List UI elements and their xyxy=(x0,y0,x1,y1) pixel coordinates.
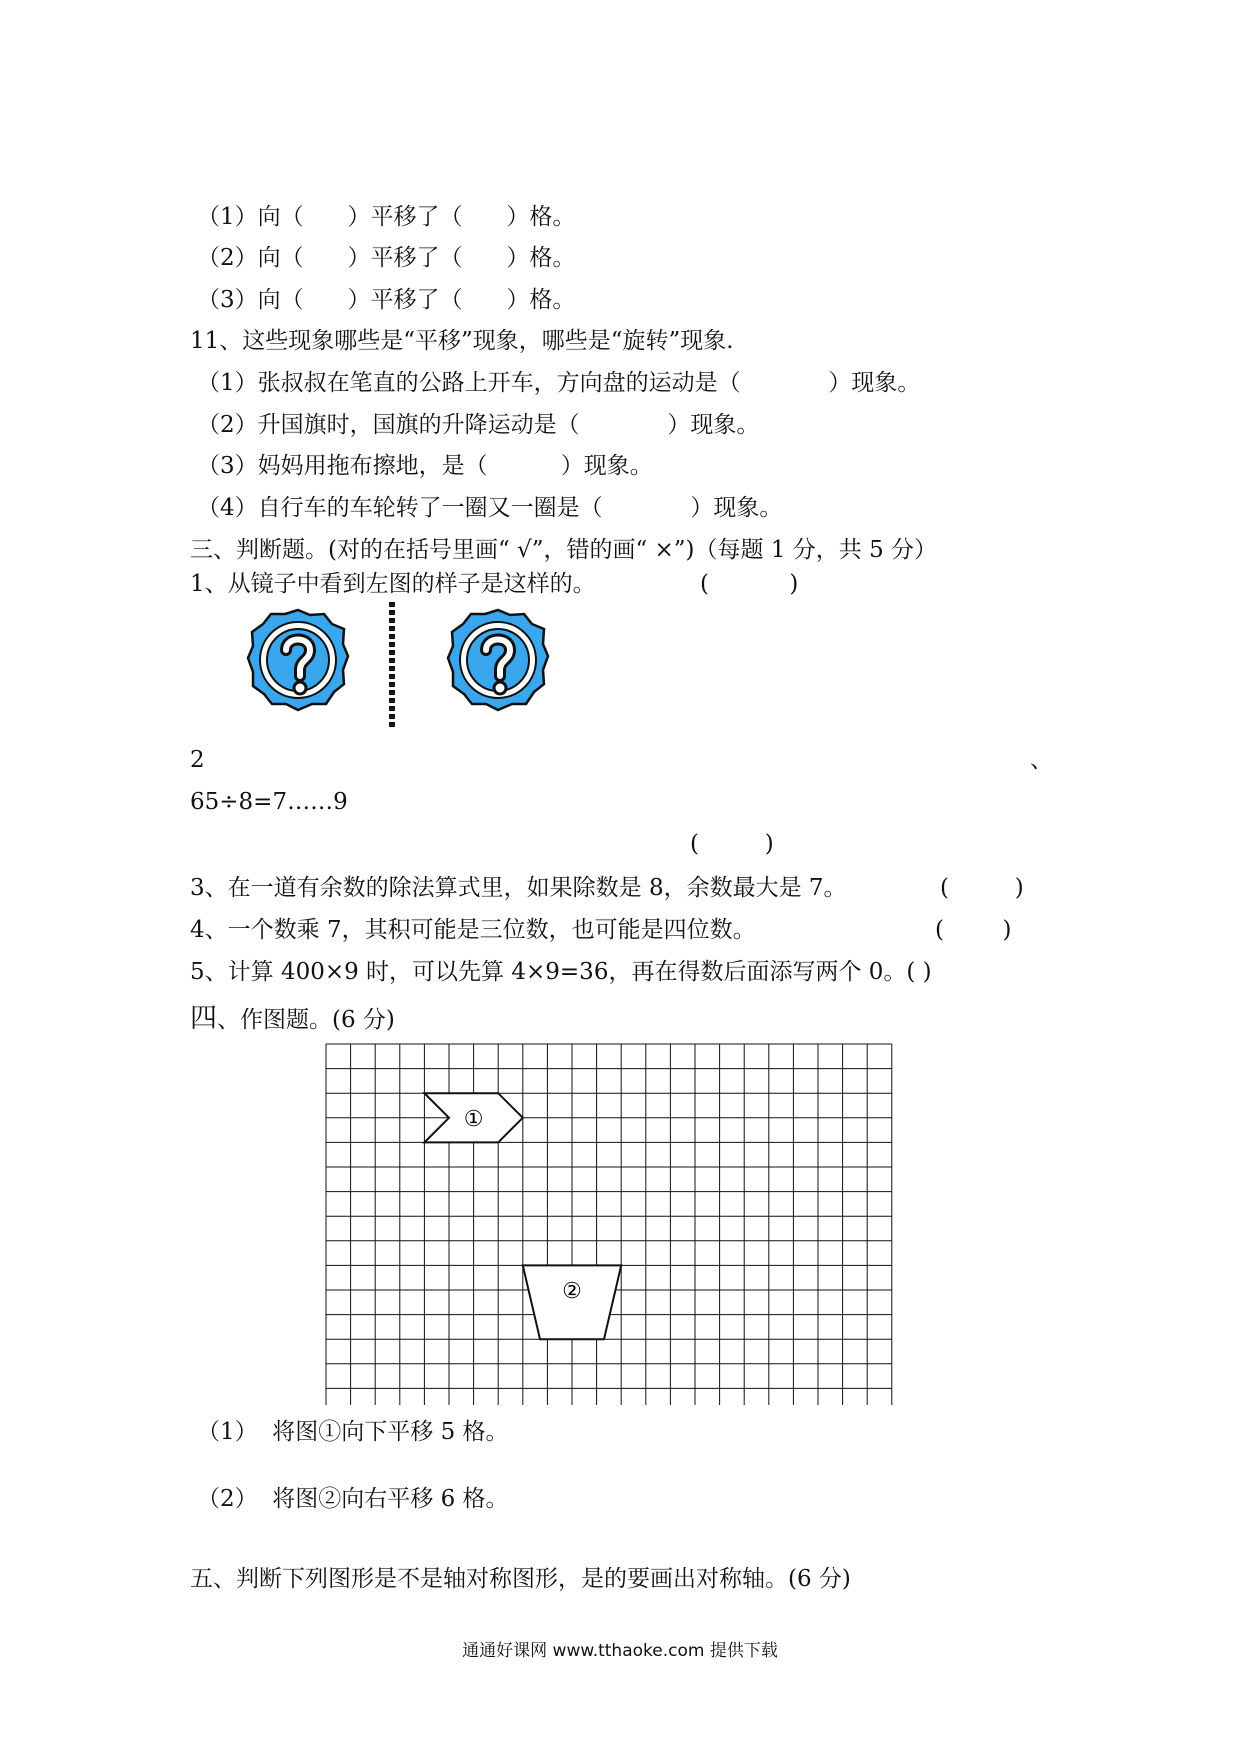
shape-1-label: ① xyxy=(463,1106,484,1132)
judge-q3-paren: ( ) xyxy=(940,875,1024,901)
judge-q4-paren: ( ) xyxy=(935,917,1012,943)
section4-title xyxy=(190,1004,395,1035)
q11-item-3: （3）妈妈用拖布擦地，是（ ）现象。 xyxy=(197,453,653,479)
q10-item-1: （1）向（ ）平移了（ ）格。 xyxy=(197,204,576,230)
question-mark-icon-left xyxy=(248,610,348,710)
draw-task-2: （2） 将图②向右平移 6 格。 xyxy=(197,1486,509,1512)
draw-task-1: （1） 将图①向下平移 5 格。 xyxy=(197,1419,509,1445)
q11-item-1: （1）张叔叔在笔直的公路上开车，方向盘的运动是（ ）现象。 xyxy=(197,370,921,396)
grid-lines xyxy=(326,1044,892,1405)
judge-q2-text: 65÷8=7……9 xyxy=(190,789,348,815)
q10-item-2: （2）向（ ）平移了（ ）格。 xyxy=(197,245,576,271)
judge-q1: 1、从镜子中看到左图的样子是这样的。 xyxy=(190,571,596,597)
q10-item-3: （3）向（ ）平移了（ ）格。 xyxy=(197,287,576,313)
section4-title-big: 四 xyxy=(190,1003,217,1034)
judge-q1-paren: ( ) xyxy=(700,571,799,597)
judge-q5: 5、计算 400×9 时，可以先算 4×9=36，再在得数后面添写两个 0。( ) xyxy=(190,959,932,985)
judge-q2-mark: 、 xyxy=(1030,747,1053,773)
drawing-grid xyxy=(325,1043,895,1405)
q11-title: 11、这些现象哪些是“平移”现象，哪些是“旋转”现象. xyxy=(190,328,734,354)
q11-item-4: （4）自行车的车轮转了一圈又一圈是（ ）现象。 xyxy=(197,495,783,521)
judge-q4: 4、一个数乘 7，其积可能是三位数，也可能是四位数。 xyxy=(190,917,756,943)
question-mark-icon-right xyxy=(448,610,548,710)
judge-q3: 3、在一道有余数的除法算式里，如果除数是 8，余数最大是 7。 xyxy=(190,875,847,901)
judge-q2-paren: ( ) xyxy=(690,831,774,857)
section3-title: 三、判断题。(对的在括号里画“ √”，错的画“ ×”)（每题 1 分，共 5 分） xyxy=(190,537,938,563)
section4-title-rest: 、作图题。(6 分) xyxy=(217,1007,395,1033)
footer-credit: 通通好课网 www.tthaoke.com 提供下载 xyxy=(462,1641,778,1661)
mirror-figure xyxy=(240,600,570,730)
section5-title: 五、判断下列图形是不是轴对称图形，是的要画出对称轴。(6 分) xyxy=(190,1566,851,1592)
shape-2-label: ② xyxy=(562,1279,582,1304)
q11-item-2: （2）升国旗时，国旗的升降运动是（ ）现象。 xyxy=(197,412,760,438)
judge-q2-number: 2 xyxy=(190,747,205,773)
